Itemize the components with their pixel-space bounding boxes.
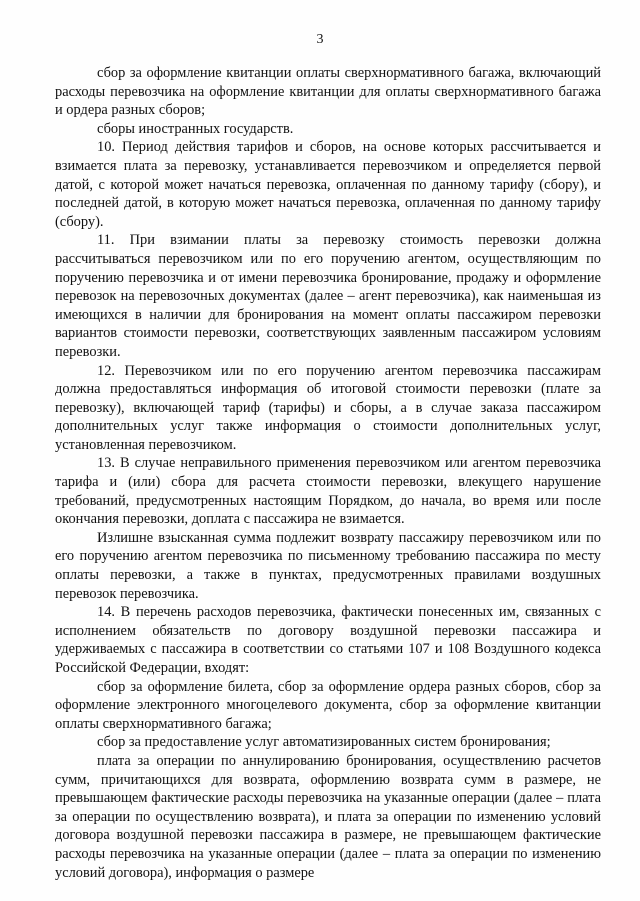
paragraph: плата за операции по аннулированию бронирования, осуществлению расчетов сумм, причитающихся для возврата, оформлению возврата сумм в размере, не превышающем фактические расходы перевозчика на указанные операции (далее – плата за операции по осуществлению возврата), и плата за операции по изменению условий договора воздушной перевозки пассажира в размере, не превышающем фактические расходы перевозчика на указанные операции (далее – плата за операции по изменению условий договора), информация о размере — [55, 752, 601, 881]
paragraph: Излишне взысканная сумма подлежит возврату пассажиру перевозчиком или по его поручению агентом перевозчика по письменному требованию пассажира по месту оплаты перевозки, а также в пунктах, предусмотренных правилами воздушных перевозок перевозчика. — [55, 529, 601, 602]
paragraph: 11. При взимании платы за перевозку стоимость перевозки должна рассчитываться перевозчиком или по его поручению агентом, осуществляющим по поручению перевозчика и от имени перевозчика бронирование, продажу и оформление перевозок на перевозочных документах (далее – агент перевозчика), как наименьшая из имеющихся в наличии для бронирования на момент оплаты пассажиром перевозки вариантов стоимости перевозки, соответствующих заявленным пассажиром условиям перевозки. — [55, 232, 601, 360]
page-number: 3 — [316, 32, 324, 47]
document-body — [55, 64, 601, 882]
paragraph: сбор за оформление билета, сбор за оформление ордера разных сборов, сбор за оформление электронного многоцелевого документа, сбор за оформление квитанции оплаты сверхнормативного багажа; — [55, 678, 601, 732]
paragraph: 13. В случае неправильного применения перевозчиком или агентом перевозчика тарифа и (или) сбора для расчета стоимости перевозки, влекущего нарушение требований, предусмотренных настоящим Порядком, до начала, во время или после окончания перевозки, доплата с пассажира не взимается. — [55, 455, 601, 528]
paragraph: 10. Период действия тарифов и сборов, на основе которых рассчитывается и взимается плата за перевозку, устанавливается перевозчиком и определяется первой датой, с которой может начаться перевозка, оплаченная по данному тарифу (сбору), и последней датой, в которую может начаться перевозка, оплаченная по данному тарифу (сбору). — [55, 139, 601, 230]
paragraph: 12. Перевозчиком или по его поручению агентом перевозчика пассажирам должна предоставляться информация об итоговой стоимости перевозки (плате за перевозку), включающей тариф (тарифы) и сборы, а в случае заказа пассажиром дополнительных услуг также информация о стоимости дополнительных услуг, установленная перевозчиком. — [55, 362, 601, 453]
paragraph: сборы иностранных государств. — [97, 120, 294, 137]
paragraph: 14. В перечень расходов перевозчика, фактически понесенных им, связанных с исполнением обязательств по договору воздушной перевозки пассажира и удерживаемых с пассажира в соответствии со статьями 107 и 108 Воздушного кодекса Российской Федерации, входят: — [55, 604, 601, 676]
paragraph: сбор за оформление квитанции оплаты сверхнормативного багажа, включающий расходы перевозчика на оформление квитанции для оплаты сверхнормативного багажа и ордера разных сборов; — [55, 65, 601, 119]
paragraph: сбор за предоставление услуг автоматизированных систем бронирования; — [97, 734, 551, 751]
